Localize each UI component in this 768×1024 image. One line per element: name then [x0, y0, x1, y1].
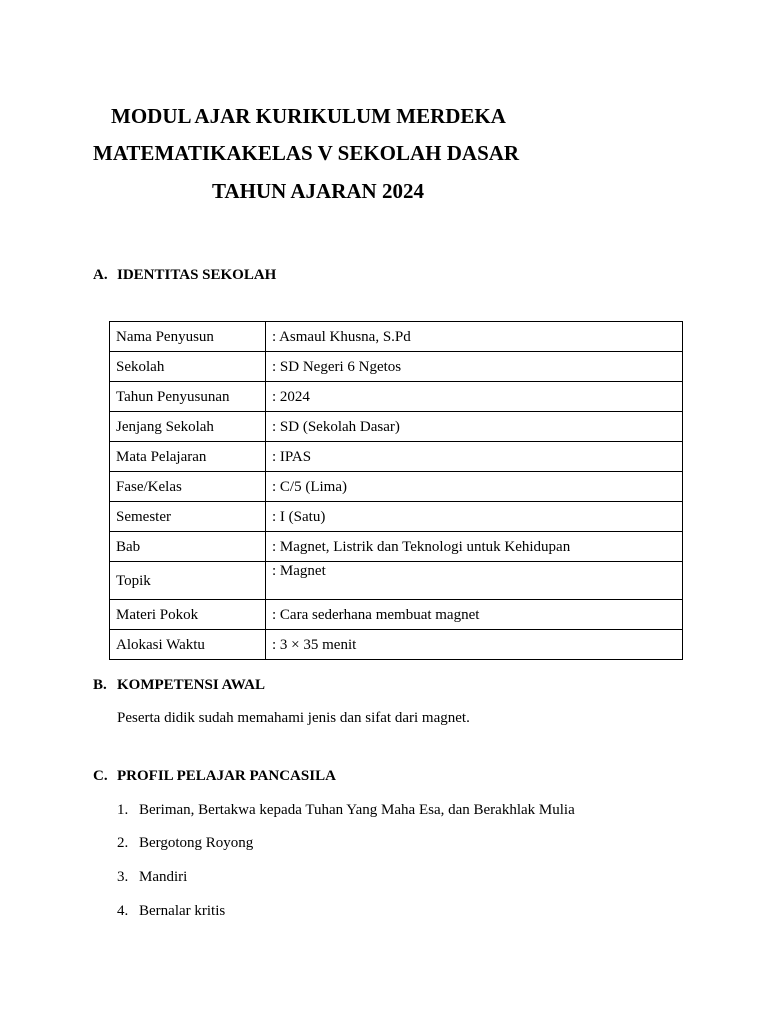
section-c-title: PROFIL PELAJAR PANCASILA	[117, 768, 336, 784]
section-b-letter: B.	[93, 677, 107, 693]
row-value: : Magnet	[266, 562, 683, 600]
row-key: Fase/Kelas	[110, 472, 266, 502]
list-item-text: Beriman, Bertakwa kepada Tuhan Yang Maha Esa, dan Berakhlak Mulia	[139, 802, 575, 818]
table-row	[110, 532, 683, 562]
section-b-heading	[93, 676, 265, 694]
document-title-line-2: MATEMATIKAKELAS V SEKOLAH DASAR	[93, 141, 520, 165]
list-item	[117, 801, 575, 819]
row-key: Tahun Penyusunan	[110, 382, 266, 412]
list-item-number: 4.	[117, 903, 129, 919]
document-title-line-3: TAHUN AJARAN 2024	[212, 179, 424, 203]
section-c-heading	[93, 767, 336, 785]
list-item	[117, 902, 225, 920]
row-key: Jenjang Sekolah	[110, 412, 266, 442]
row-value: : I (Satu)	[266, 502, 683, 532]
row-value: : IPAS	[266, 442, 683, 472]
row-value: : Cara sederhana membuat magnet	[266, 600, 683, 630]
section-a-letter: A.	[93, 267, 108, 283]
table-row	[110, 600, 683, 630]
row-key: Sekolah	[110, 352, 266, 382]
row-value: : 3 × 35 menit	[266, 630, 683, 660]
row-key: Alokasi Waktu	[110, 630, 266, 660]
list-item-number: 1.	[117, 802, 129, 818]
row-value: : Asmaul Khusna, S.Pd	[266, 322, 683, 352]
row-value: : C/5 (Lima)	[266, 472, 683, 502]
row-key: Materi Pokok	[110, 600, 266, 630]
school-identity-table	[109, 321, 683, 660]
document-title-line-1: MODUL AJAR KURIKULUM MERDEKA	[111, 104, 506, 128]
section-b-paragraph: Peserta didik sudah memahami jenis dan sifat dari magnet.	[117, 710, 470, 726]
row-value: : Magnet, Listrik dan Teknologi untuk Kehidupan	[266, 532, 683, 562]
table-row	[110, 502, 683, 532]
list-item-text: Bernalar kritis	[139, 903, 226, 919]
table-row	[110, 442, 683, 472]
section-b-title: KOMPETENSI AWAL	[117, 677, 265, 693]
table-row	[110, 630, 683, 660]
list-item	[117, 868, 187, 886]
list-item-text: Bergotong Royong	[139, 835, 254, 851]
section-a-heading	[93, 266, 276, 284]
table-row	[110, 472, 683, 502]
table-row	[110, 352, 683, 382]
section-a-title: IDENTITAS SEKOLAH	[117, 267, 277, 283]
row-value: : SD Negeri 6 Ngetos	[266, 352, 683, 382]
row-value: : 2024	[266, 382, 683, 412]
row-key: Topik	[110, 562, 266, 600]
row-key: Mata Pelajaran	[110, 442, 266, 472]
list-item-number: 3.	[117, 869, 129, 885]
row-key: Bab	[110, 532, 266, 562]
row-key: Nama Penyusun	[110, 322, 266, 352]
row-key: Semester	[110, 502, 266, 532]
list-item-text: Mandiri	[139, 869, 188, 885]
row-value: : SD (Sekolah Dasar)	[266, 412, 683, 442]
list-item-number: 2.	[117, 835, 129, 851]
section-c-letter: C.	[93, 768, 108, 784]
table-row	[110, 322, 683, 352]
list-item	[117, 834, 253, 852]
table-row	[110, 382, 683, 412]
table-row	[110, 412, 683, 442]
table-row	[110, 562, 683, 600]
